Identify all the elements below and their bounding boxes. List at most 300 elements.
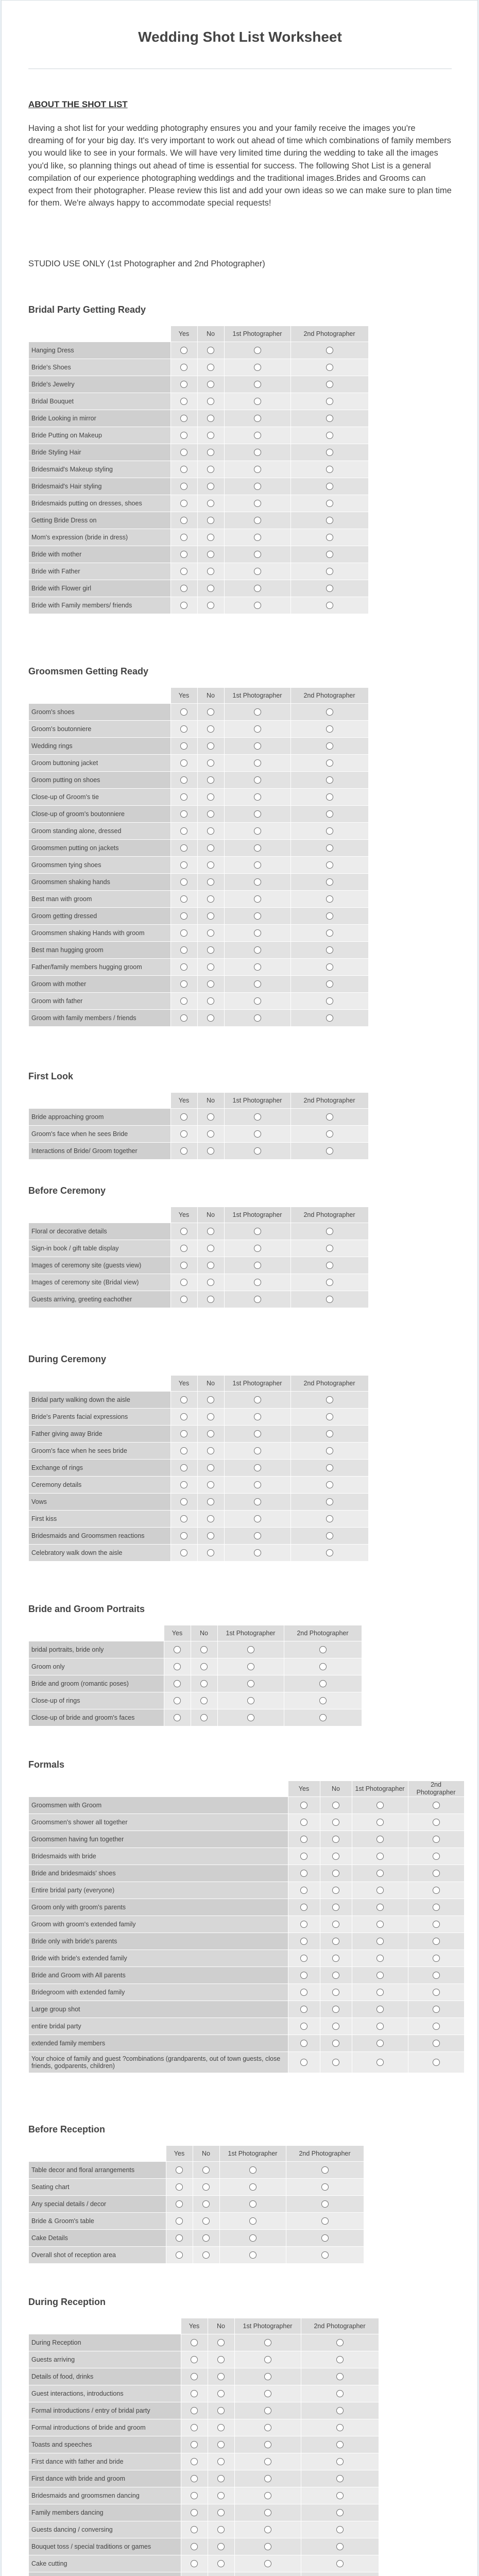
radio-button[interactable] (207, 827, 214, 835)
radio-button[interactable] (207, 1130, 214, 1138)
radio-button[interactable] (326, 1245, 333, 1252)
radio-button[interactable] (332, 1904, 339, 1911)
radio-button[interactable] (207, 1014, 214, 1022)
radio-button[interactable] (254, 1430, 261, 1437)
radio-button[interactable] (207, 1532, 214, 1539)
radio-button[interactable] (254, 997, 261, 1005)
radio-button[interactable] (180, 534, 187, 541)
radio-button[interactable] (207, 347, 214, 354)
radio-button[interactable] (180, 381, 187, 388)
radio-button[interactable] (326, 1279, 333, 1286)
radio-button[interactable] (377, 1904, 384, 1911)
radio-button[interactable] (207, 1481, 214, 1488)
radio-button[interactable] (321, 2200, 329, 2208)
radio-button[interactable] (180, 1481, 187, 1488)
radio-button[interactable] (217, 2424, 225, 2431)
radio-button[interactable] (174, 1663, 181, 1670)
radio-button[interactable] (336, 2475, 344, 2482)
radio-button[interactable] (264, 2475, 271, 2482)
radio-button[interactable] (180, 912, 187, 920)
radio-button[interactable] (180, 844, 187, 852)
radio-button[interactable] (217, 2441, 225, 2448)
radio-button[interactable] (254, 415, 261, 422)
radio-button[interactable] (174, 1646, 181, 1653)
radio-button[interactable] (217, 2339, 225, 2346)
radio-button[interactable] (180, 551, 187, 558)
radio-button[interactable] (180, 449, 187, 456)
radio-button[interactable] (326, 1430, 333, 1437)
radio-button[interactable] (254, 1130, 261, 1138)
radio-button[interactable] (207, 725, 214, 733)
radio-button[interactable] (433, 1989, 440, 1996)
radio-button[interactable] (180, 1279, 187, 1286)
radio-button[interactable] (326, 1447, 333, 1454)
radio-button[interactable] (319, 1714, 327, 1721)
radio-button[interactable] (433, 1972, 440, 1979)
radio-button[interactable] (300, 1870, 307, 1877)
radio-button[interactable] (249, 2200, 256, 2208)
radio-button[interactable] (254, 381, 261, 388)
radio-button[interactable] (300, 1836, 307, 1843)
radio-button[interactable] (326, 415, 333, 422)
radio-button[interactable] (326, 602, 333, 609)
radio-button[interactable] (254, 759, 261, 767)
radio-button[interactable] (180, 1549, 187, 1556)
radio-button[interactable] (180, 1245, 187, 1252)
radio-button[interactable] (326, 844, 333, 852)
radio-button[interactable] (254, 1396, 261, 1403)
radio-button[interactable] (254, 912, 261, 920)
radio-button[interactable] (433, 1921, 440, 1928)
radio-button[interactable] (321, 2234, 329, 2242)
radio-button[interactable] (200, 1714, 208, 1721)
radio-button[interactable] (433, 1870, 440, 1877)
radio-button[interactable] (254, 1515, 261, 1522)
radio-button[interactable] (254, 1549, 261, 1556)
radio-button[interactable] (207, 895, 214, 903)
radio-button[interactable] (433, 2059, 440, 2066)
radio-button[interactable] (326, 742, 333, 750)
radio-button[interactable] (254, 895, 261, 903)
radio-button[interactable] (207, 759, 214, 767)
radio-button[interactable] (180, 759, 187, 767)
radio-button[interactable] (254, 827, 261, 835)
radio-button[interactable] (176, 2234, 183, 2242)
radio-button[interactable] (174, 1697, 181, 1704)
radio-button[interactable] (207, 861, 214, 869)
radio-button[interactable] (202, 2166, 210, 2174)
radio-button[interactable] (207, 776, 214, 784)
radio-button[interactable] (207, 398, 214, 405)
radio-button[interactable] (332, 2040, 339, 2047)
radio-button[interactable] (326, 1296, 333, 1303)
radio-button[interactable] (264, 2390, 271, 2397)
radio-button[interactable] (207, 929, 214, 937)
radio-button[interactable] (326, 517, 333, 524)
radio-button[interactable] (207, 1447, 214, 1454)
radio-button[interactable] (326, 997, 333, 1005)
radio-button[interactable] (433, 1836, 440, 1843)
radio-button[interactable] (180, 946, 187, 954)
radio-button[interactable] (176, 2166, 183, 2174)
radio-button[interactable] (180, 1413, 187, 1420)
radio-button[interactable] (254, 517, 261, 524)
radio-button[interactable] (433, 1819, 440, 1826)
radio-button[interactable] (202, 2251, 210, 2259)
radio-button[interactable] (326, 929, 333, 937)
radio-button[interactable] (191, 2441, 198, 2448)
radio-button[interactable] (247, 1663, 254, 1670)
radio-button[interactable] (180, 1147, 187, 1155)
radio-button[interactable] (254, 861, 261, 869)
radio-button[interactable] (332, 1921, 339, 1928)
radio-button[interactable] (249, 2183, 256, 2191)
radio-button[interactable] (180, 432, 187, 439)
radio-button[interactable] (254, 793, 261, 801)
radio-button[interactable] (326, 1262, 333, 1269)
radio-button[interactable] (254, 466, 261, 473)
radio-button[interactable] (207, 742, 214, 750)
radio-button[interactable] (254, 551, 261, 558)
radio-button[interactable] (377, 1802, 384, 1809)
radio-button[interactable] (191, 2390, 198, 2397)
radio-button[interactable] (326, 1130, 333, 1138)
radio-button[interactable] (180, 1228, 187, 1235)
radio-button[interactable] (326, 878, 333, 886)
radio-button[interactable] (326, 568, 333, 575)
radio-button[interactable] (300, 1955, 307, 1962)
radio-button[interactable] (319, 1663, 327, 1670)
radio-button[interactable] (180, 1498, 187, 1505)
radio-button[interactable] (254, 725, 261, 733)
radio-button[interactable] (433, 1904, 440, 1911)
radio-button[interactable] (254, 585, 261, 592)
radio-button[interactable] (249, 2234, 256, 2242)
radio-button[interactable] (207, 878, 214, 886)
radio-button[interactable] (180, 517, 187, 524)
radio-button[interactable] (336, 2509, 344, 2516)
radio-button[interactable] (180, 793, 187, 801)
radio-button[interactable] (254, 1113, 261, 1121)
radio-button[interactable] (180, 1515, 187, 1522)
radio-button[interactable] (180, 827, 187, 835)
radio-button[interactable] (264, 2424, 271, 2431)
radio-button[interactable] (207, 963, 214, 971)
radio-button[interactable] (254, 1413, 261, 1420)
radio-button[interactable] (326, 980, 333, 988)
radio-button[interactable] (326, 585, 333, 592)
radio-button[interactable] (180, 929, 187, 937)
radio-button[interactable] (377, 1938, 384, 1945)
radio-button[interactable] (200, 1663, 208, 1670)
radio-button[interactable] (174, 1714, 181, 1721)
radio-button[interactable] (254, 1262, 261, 1269)
radio-button[interactable] (207, 534, 214, 541)
radio-button[interactable] (207, 551, 214, 558)
radio-button[interactable] (249, 2251, 256, 2259)
radio-button[interactable] (319, 1646, 327, 1653)
radio-button[interactable] (254, 1147, 261, 1155)
radio-button[interactable] (207, 793, 214, 801)
radio-button[interactable] (254, 1245, 261, 1252)
radio-button[interactable] (176, 2217, 183, 2225)
radio-button[interactable] (254, 776, 261, 784)
radio-button[interactable] (180, 1130, 187, 1138)
radio-button[interactable] (300, 2059, 307, 2066)
radio-button[interactable] (207, 483, 214, 490)
radio-button[interactable] (254, 483, 261, 490)
radio-button[interactable] (217, 2543, 225, 2550)
radio-button[interactable] (207, 1413, 214, 1420)
radio-button[interactable] (326, 776, 333, 784)
radio-button[interactable] (332, 2059, 339, 2066)
radio-button[interactable] (249, 2166, 256, 2174)
radio-button[interactable] (377, 1887, 384, 1894)
radio-button[interactable] (254, 878, 261, 886)
radio-button[interactable] (326, 398, 333, 405)
radio-button[interactable] (191, 2543, 198, 2550)
radio-button[interactable] (336, 2373, 344, 2380)
radio-button[interactable] (180, 568, 187, 575)
radio-button[interactable] (300, 2006, 307, 2013)
radio-button[interactable] (336, 2441, 344, 2448)
radio-button[interactable] (433, 1938, 440, 1945)
radio-button[interactable] (326, 1464, 333, 1471)
radio-button[interactable] (254, 980, 261, 988)
radio-button[interactable] (180, 483, 187, 490)
radio-button[interactable] (202, 2217, 210, 2225)
radio-button[interactable] (207, 980, 214, 988)
radio-button[interactable] (180, 500, 187, 507)
radio-button[interactable] (336, 2560, 344, 2567)
radio-button[interactable] (332, 1802, 339, 1809)
radio-button[interactable] (247, 1714, 254, 1721)
radio-button[interactable] (180, 963, 187, 971)
radio-button[interactable] (326, 364, 333, 371)
radio-button[interactable] (336, 2356, 344, 2363)
radio-button[interactable] (332, 1819, 339, 1826)
radio-button[interactable] (217, 2509, 225, 2516)
radio-button[interactable] (180, 1447, 187, 1454)
radio-button[interactable] (319, 1680, 327, 1687)
radio-button[interactable] (300, 2040, 307, 2047)
radio-button[interactable] (326, 1396, 333, 1403)
radio-button[interactable] (321, 2166, 329, 2174)
radio-button[interactable] (180, 742, 187, 750)
radio-button[interactable] (180, 1014, 187, 1022)
radio-button[interactable] (377, 2006, 384, 2013)
radio-button[interactable] (377, 2023, 384, 2030)
radio-button[interactable] (249, 2217, 256, 2225)
radio-button[interactable] (254, 1498, 261, 1505)
radio-button[interactable] (326, 1532, 333, 1539)
radio-button[interactable] (326, 534, 333, 541)
radio-button[interactable] (300, 1921, 307, 1928)
radio-button[interactable] (191, 2509, 198, 2516)
radio-button[interactable] (207, 1245, 214, 1252)
radio-button[interactable] (321, 2217, 329, 2225)
radio-button[interactable] (336, 2492, 344, 2499)
radio-button[interactable] (217, 2560, 225, 2567)
radio-button[interactable] (326, 793, 333, 801)
radio-button[interactable] (332, 1870, 339, 1877)
radio-button[interactable] (191, 2407, 198, 2414)
radio-button[interactable] (254, 568, 261, 575)
radio-button[interactable] (332, 1836, 339, 1843)
radio-button[interactable] (326, 1413, 333, 1420)
radio-button[interactable] (217, 2390, 225, 2397)
radio-button[interactable] (191, 2356, 198, 2363)
radio-button[interactable] (254, 1464, 261, 1471)
radio-button[interactable] (176, 2251, 183, 2259)
radio-button[interactable] (207, 1515, 214, 1522)
radio-button[interactable] (180, 708, 187, 716)
radio-button[interactable] (254, 364, 261, 371)
radio-button[interactable] (336, 2407, 344, 2414)
radio-button[interactable] (180, 466, 187, 473)
radio-button[interactable] (300, 1938, 307, 1945)
radio-button[interactable] (264, 2560, 271, 2567)
radio-button[interactable] (433, 2040, 440, 2047)
radio-button[interactable] (336, 2543, 344, 2550)
radio-button[interactable] (180, 585, 187, 592)
radio-button[interactable] (207, 500, 214, 507)
radio-button[interactable] (321, 2183, 329, 2191)
radio-button[interactable] (200, 1646, 208, 1653)
radio-button[interactable] (326, 1113, 333, 1121)
radio-button[interactable] (326, 810, 333, 818)
radio-button[interactable] (254, 844, 261, 852)
radio-button[interactable] (264, 2509, 271, 2516)
radio-button[interactable] (217, 2356, 225, 2363)
radio-button[interactable] (207, 466, 214, 473)
radio-button[interactable] (217, 2492, 225, 2499)
radio-button[interactable] (377, 1955, 384, 1962)
radio-button[interactable] (207, 946, 214, 954)
radio-button[interactable] (336, 2458, 344, 2465)
radio-button[interactable] (326, 483, 333, 490)
radio-button[interactable] (207, 708, 214, 716)
radio-button[interactable] (207, 364, 214, 371)
radio-button[interactable] (326, 708, 333, 716)
radio-button[interactable] (180, 364, 187, 371)
radio-button[interactable] (207, 432, 214, 439)
radio-button[interactable] (254, 810, 261, 818)
radio-button[interactable] (254, 946, 261, 954)
radio-button[interactable] (377, 1870, 384, 1877)
radio-button[interactable] (254, 742, 261, 750)
radio-button[interactable] (377, 2059, 384, 2066)
radio-button[interactable] (326, 1014, 333, 1022)
radio-button[interactable] (180, 602, 187, 609)
radio-button[interactable] (254, 449, 261, 456)
radio-button[interactable] (207, 602, 214, 609)
radio-button[interactable] (326, 466, 333, 473)
radio-button[interactable] (180, 1430, 187, 1437)
radio-button[interactable] (180, 1113, 187, 1121)
radio-button[interactable] (326, 500, 333, 507)
radio-button[interactable] (377, 2040, 384, 2047)
radio-button[interactable] (180, 810, 187, 818)
radio-button[interactable] (264, 2458, 271, 2465)
radio-button[interactable] (191, 2492, 198, 2499)
radio-button[interactable] (264, 2492, 271, 2499)
radio-button[interactable] (207, 1430, 214, 1437)
radio-button[interactable] (264, 2441, 271, 2448)
radio-button[interactable] (180, 776, 187, 784)
radio-button[interactable] (207, 912, 214, 920)
radio-button[interactable] (319, 1697, 327, 1704)
radio-button[interactable] (254, 1447, 261, 1454)
radio-button[interactable] (332, 1972, 339, 1979)
radio-button[interactable] (207, 449, 214, 456)
radio-button[interactable] (254, 398, 261, 405)
radio-button[interactable] (202, 2234, 210, 2242)
radio-button[interactable] (207, 568, 214, 575)
radio-button[interactable] (180, 861, 187, 869)
radio-button[interactable] (174, 1680, 181, 1687)
radio-button[interactable] (254, 708, 261, 716)
radio-button[interactable] (207, 1262, 214, 1269)
radio-button[interactable] (326, 912, 333, 920)
radio-button[interactable] (377, 1853, 384, 1860)
radio-button[interactable] (254, 1532, 261, 1539)
radio-button[interactable] (207, 517, 214, 524)
radio-button[interactable] (217, 2458, 225, 2465)
radio-button[interactable] (202, 2200, 210, 2208)
radio-button[interactable] (191, 2560, 198, 2567)
radio-button[interactable] (433, 1853, 440, 1860)
radio-button[interactable] (264, 2356, 271, 2363)
radio-button[interactable] (180, 997, 187, 1005)
radio-button[interactable] (264, 2526, 271, 2533)
radio-button[interactable] (191, 2526, 198, 2533)
radio-button[interactable] (326, 1515, 333, 1522)
radio-button[interactable] (180, 980, 187, 988)
radio-button[interactable] (180, 1396, 187, 1403)
radio-button[interactable] (332, 1955, 339, 1962)
radio-button[interactable] (254, 1481, 261, 1488)
radio-button[interactable] (332, 1938, 339, 1945)
radio-button[interactable] (326, 1228, 333, 1235)
radio-button[interactable] (377, 1819, 384, 1826)
radio-button[interactable] (332, 1989, 339, 1996)
radio-button[interactable] (180, 347, 187, 354)
radio-button[interactable] (326, 381, 333, 388)
radio-button[interactable] (300, 1853, 307, 1860)
radio-button[interactable] (202, 2183, 210, 2191)
radio-button[interactable] (254, 963, 261, 971)
radio-button[interactable] (326, 827, 333, 835)
radio-button[interactable] (200, 1680, 208, 1687)
radio-button[interactable] (321, 2251, 329, 2259)
radio-button[interactable] (332, 2006, 339, 2013)
radio-button[interactable] (336, 2390, 344, 2397)
radio-button[interactable] (180, 725, 187, 733)
radio-button[interactable] (180, 415, 187, 422)
radio-button[interactable] (254, 1014, 261, 1022)
radio-button[interactable] (254, 929, 261, 937)
radio-button[interactable] (207, 1396, 214, 1403)
radio-button[interactable] (254, 602, 261, 609)
radio-button[interactable] (207, 585, 214, 592)
radio-button[interactable] (300, 1802, 307, 1809)
radio-button[interactable] (200, 1697, 208, 1704)
radio-button[interactable] (326, 1549, 333, 1556)
radio-button[interactable] (207, 1113, 214, 1121)
radio-button[interactable] (176, 2200, 183, 2208)
radio-button[interactable] (180, 1296, 187, 1303)
